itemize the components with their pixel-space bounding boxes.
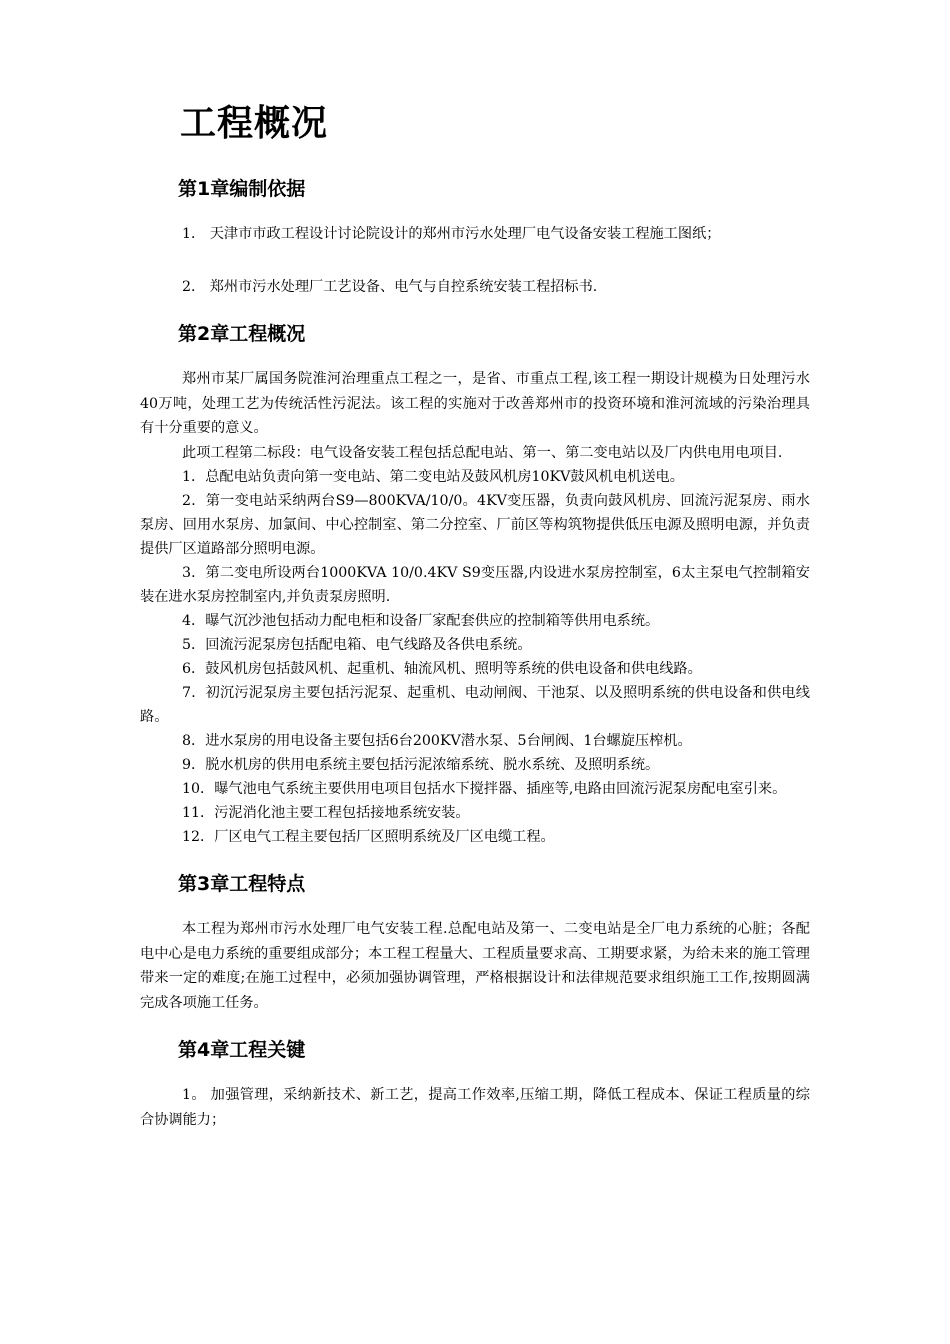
overview-list-item: 6．鼓风机房包括鼓风机、起重机、轴流风机、照明等系统的供电设备和供电线路。	[182, 661, 702, 677]
overview-list-item: 2．第一变电站采纳两台S9—800KVA/10/0。4KV变压器，负责向鼓风机房、回流污泥泵房、雨水泵房、回用水泵房、加氯间、中心控制室、第二分控室、厂前区等构筑物提供低压电源及照明电源，并负责提供厂区道路部分照明电源。	[140, 493, 810, 557]
overview-list-item: 12．厂区电气工程主要包括厂区照明系统及厂区电缆工程。	[182, 829, 555, 845]
chapter-heading-2: 第2章工程概况	[178, 323, 306, 345]
basis-item-1: 1． 天津市市政工程设计讨论院设计的郑州市污水处理厂电气设备安装工程施工图纸；	[182, 226, 721, 242]
basis-item-2: 2． 郑州市污水处理厂工艺设备、电气与自控系统安装工程招标书.	[182, 278, 598, 295]
overview-list-item: 10．曝气池电气系统主要供用电项目包括水下搅拌器、插座等,电路由回流污泥泵房配电室引来。	[182, 781, 787, 797]
overview-paragraph: 郑州市某厂属国务院淮河治理重点工程之一，是省、市重点工程,该工程一期设计规模为日处理污水40万吨，处理工艺为传统活性污泥法。该工程的实施对于改善郑州市的投资环境和淮河流域的污染治理具有十分重要的意义。	[140, 371, 810, 436]
overview-list-item: 5．回流污泥泵房包括配电箱、电气线路及各供电系统。	[182, 637, 532, 653]
features-paragraph: 本工程为郑州市污水处理厂电气安装工程.总配电站及第一、二变电站是全厂电力系统的心脏；各配电中心是电力系统的重要组成部分；本工程工程量大、工程质量要求高、工期要求紧，为给未来的施工管理带来一定的难度;在施工过程中，必须加强协调管理，严格根据设计和法律规范要求组织施工工作,按期圆满完成各项施工任务。	[140, 921, 810, 1011]
chapter-heading-4: 第4章工程关键	[178, 1039, 306, 1061]
overview-list-item: 9．脱水机房的供用电系统主要包括污泥浓缩系统、脱水系统、及照明系统。	[182, 757, 660, 773]
overview-paragraph: 此项工程第二标段：电气设备安装工程包括总配电站、第一、第二变电站以及厂内供电用电项目.	[182, 444, 783, 461]
overview-list-item: 1．总配电站负责向第一变电站、第二变电站及鼓风机房10KV鼓风机电机送电。	[182, 469, 684, 485]
overview-list-item: 3．第二变电所设两台1000KVA 10/0.4KV S9变压器,内设进水泵房控制室，6太主泵电气控制箱安装在进水泵房控制室内,并负责泵房照明.	[140, 565, 810, 605]
document-title: 工程概况	[180, 103, 329, 144]
chapter-heading-3: 第3章工程特点	[178, 873, 306, 895]
chapter-heading-1: 第1章编制依据	[178, 178, 306, 200]
overview-list-item: 4．曝气沉沙池包括动力配电柜和设备厂家配套供应的控制箱等供用电系统。	[182, 613, 660, 629]
overview-list-item: 11．污泥消化池主要工程包括接地系统安装。	[182, 805, 470, 821]
document-page	[140, 96, 810, 1132]
key-points-item-1: 1。 加强管理，采纳新技术、新工艺，提高工作效率,压缩工期，降低工程成本、保证工程质量的综合协调能力；	[140, 1087, 810, 1128]
overview-list-item: 7．初沉污泥泵房主要包括污泥泵、起重机、电动闸阀、干池泵、以及照明系统的供电设备和供电线路。	[140, 685, 810, 725]
overview-list-item: 8．进水泵房的用电设备主要包括6台200KV潜水泵、5台闸阀、1台螺旋压榨机。	[182, 733, 692, 749]
